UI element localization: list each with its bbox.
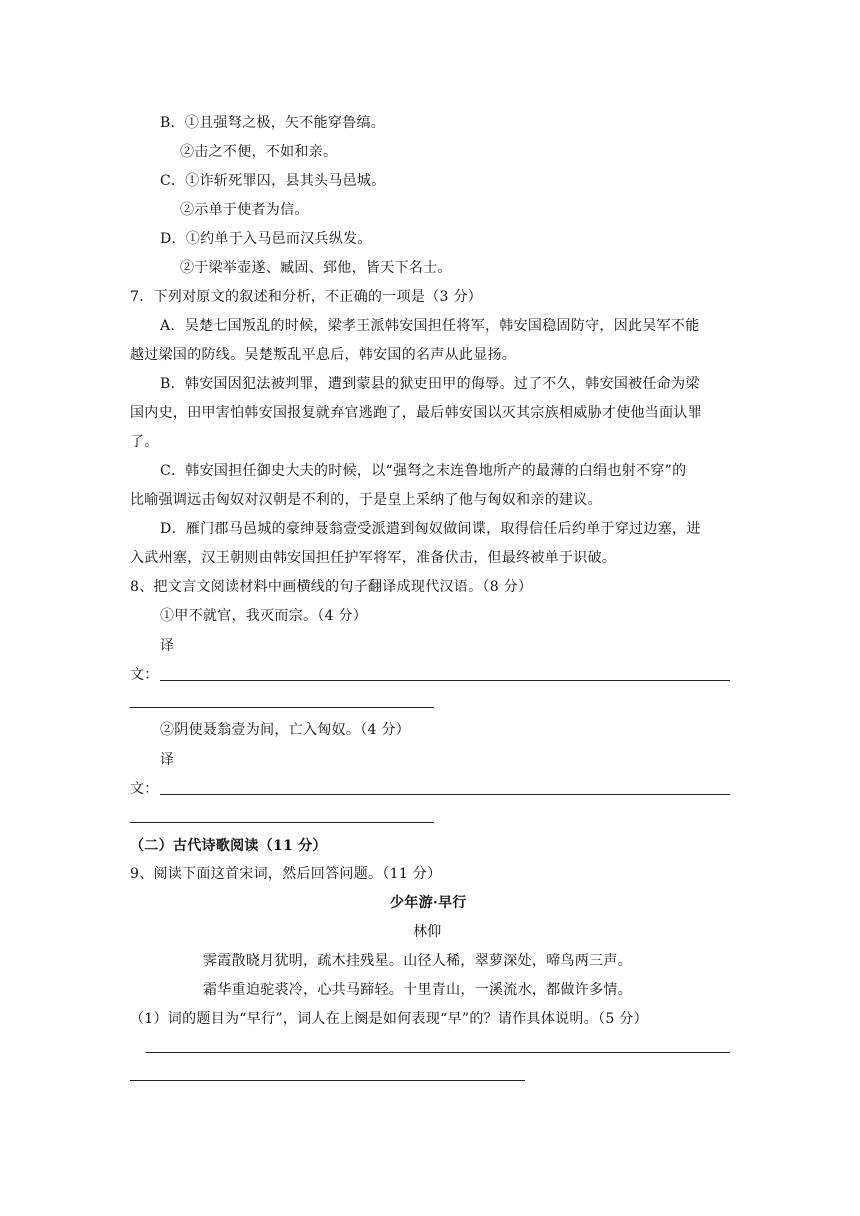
q8-answer-1-label-top: 译 — [160, 638, 175, 654]
q8-answer-2-label: 文： — [130, 781, 159, 797]
q9-answer-line-1 — [146, 1052, 730, 1053]
poem-line-2: 霜华重迫驼裘冷，心共马蹄轻。十里青山，一溪流水，都做许多情。 — [203, 982, 632, 998]
q8-answer-2-line-1 — [160, 794, 730, 795]
q6-option-b2: ②击之不便，不如和亲。 — [180, 144, 338, 160]
q7-option-a-line2: 越过梁国的防线。吴楚叛乱平息后，韩安国的名声从此显扬。 — [130, 347, 517, 363]
q7-option-b-line3: 了。 — [130, 434, 159, 450]
q7-option-c-line2: 比喻强调远击匈奴对汉朝是不利的，于是皇上采纳了他与匈奴和亲的建议。 — [130, 492, 602, 508]
q8-answer-1-line-2 — [130, 707, 434, 708]
q6-option-d2: ②于梁举壶遂、臧固、郅他，皆天下名士。 — [180, 260, 452, 276]
q7-option-d-line1: D．雁门郡马邑城的豪绅聂翁壹受派遣到匈奴做间谍，取得信任后约单于穿过边塞，进 — [160, 521, 701, 537]
q7-option-b-line1: B．韩安国因犯法被判罪，遭到蒙县的狱吏田甲的侮辱。过了不久，韩安国被任命为梁 — [160, 376, 700, 392]
q7-option-b-line2: 国内史，田甲害怕韩安国报复就弃官逃跑了，最后韩安国以灭其宗族相威胁才使他当面认罪 — [130, 405, 702, 421]
poem-line-1: 霁霞散晓月犹明，疏木挂残星。山径人稀，翠萝深处，啼鸟两三声。 — [203, 953, 632, 969]
q6-option-d1: D．①约单于入马邑而汉兵纵发。 — [160, 231, 372, 247]
q8-answer-1-line-1 — [160, 680, 730, 681]
q9-stem: 9、阅读下面这首宋词，然后回答问题。（11 分） — [130, 866, 442, 882]
q6-option-b1: B．①且强弩之极，矢不能穿鲁缟。 — [160, 115, 386, 131]
q8-answer-2-line-2 — [130, 822, 434, 823]
q9-answer-line-2 — [130, 1080, 525, 1081]
q8-answer-1-label: 文： — [130, 667, 159, 683]
q7-stem: 7．下列对原文的叙述和分析，不正确的一项是（3 分） — [130, 289, 483, 305]
q8-answer-2-label-top: 译 — [160, 752, 175, 768]
q8-stem: 8、把文言文阅读材料中画横线的句子翻译成现代汉语。（8 分） — [130, 579, 533, 595]
q8-sentence-1: ①甲不就官，我灭而宗。（4 分） — [160, 608, 368, 624]
q7-option-c-line1: C．韩安国担任御史大夫的时候，以“强弩之末连鲁地所产的最薄的白绢也射不穿”的 — [160, 463, 687, 479]
q8-sentence-2: ②阴使聂翁壹为间，亡入匈奴。（4 分） — [160, 722, 411, 738]
q6-option-c2: ②示单于使者为信。 — [180, 202, 309, 218]
q6-option-c1: C．①诈斩死罪囚，县其头马邑城。 — [160, 173, 386, 189]
q9-subquestion-1: （1）词的题目为“早行”，词人在上阕是如何表现“早”的？请作具体说明。（5 分） — [130, 1011, 648, 1027]
q7-option-d-line2: 入武州塞，汉王朝则由韩安国担任护军将军，准备伏击，但最终被单于识破。 — [130, 550, 617, 566]
poem-title: 少年游·早行 — [390, 895, 467, 911]
section-title-poetry: （二）古代诗歌阅读（11 分） — [130, 838, 327, 854]
q7-option-a-line1: A．吴楚七国叛乱的时候，梁孝王派韩安国担任将军，韩安国稳固防守，因此吴军不能 — [160, 318, 700, 334]
poem-author: 林仰 — [413, 924, 442, 940]
